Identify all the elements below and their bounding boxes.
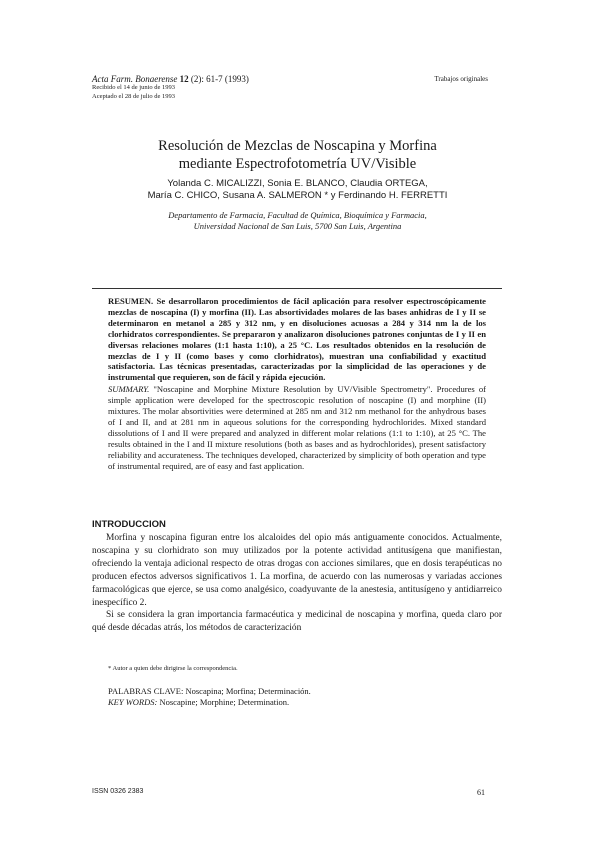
affiliation-line-2: Universidad Nacional de San Luis, 5700 San Luis, Argentina xyxy=(193,221,402,231)
correspondence-footnote: * Autor a quien debe dirigirse la correspondencia. xyxy=(108,665,238,672)
keywords-en xyxy=(108,697,311,708)
keywords-en-text: Noscapine; Morphine; Determination. xyxy=(159,697,290,707)
section-type: Trabajos originales xyxy=(434,75,488,83)
section-divider xyxy=(92,288,502,289)
keywords-es-label: PALABRAS CLAVE: xyxy=(108,686,184,696)
resumen-paragraph xyxy=(108,296,486,383)
abstract-block xyxy=(108,296,486,472)
accepted-date: Aceptado el 28 de julio de 1993 xyxy=(92,92,176,100)
summary-text: "Noscapine and Morphine Mixture Resolution by UV/Visible Spectrometry". Procedures of simple application were developed for the spectroscopic resolution of noscapine (I) and morphine (II) mixtures. The molar absortivities were determined at 285 nm and 312 nm methanol for the anhydrous bases of I and II, and at 281 nm in aqueous solutions for the corresponding hydrochlorides. Mixed standard dissolutions of I and II were prepared and analyzed in different molar relations (1:1 to 1:10), at 25 °C. The results obtained in the I and II mixture resolutions (both as bases and as hydrochlorides), present satisfactory reliability and accurateness. The techniques developed, characterized by simplicity of both operation and type of instrumental required, are of easy and fast application. xyxy=(108,384,486,471)
received-date: Recibido el 14 de junio de 1993 xyxy=(92,84,176,91)
page-number: 61 xyxy=(477,788,485,797)
intro-paragraph-2: Si se considera la gran importancia farmacéutica y medicinal de noscapina y morfina, queda claro por qué desde décadas atrás, los métodos de caracterización xyxy=(92,610,502,634)
authors-line-1: Yolanda C. MICALIZZI, Sonia E. BLANCO, Claudia ORTEGA, xyxy=(167,178,428,189)
issn: ISSN 0326 2383 xyxy=(92,788,144,795)
resumen-label: RESUMEN. xyxy=(108,296,154,306)
keywords-es xyxy=(108,686,311,697)
section-heading: INTRODUCCION xyxy=(92,519,166,530)
article-title xyxy=(0,137,595,173)
journal-volume: 12 xyxy=(179,74,189,84)
resumen-text: Se desarrollaron procedimientos de fácil aplicación para resolver espectroscópicamente mezclas de noscapina (I) y morfina (II). Las absortividades molares de las bases anhidras de I y II se determinaron en metanol a 285 y 312 nm, y en disoluciones acuosas a 284 y 314 nm la de los clorhidratos correspondientes. Se prepararon y analizaron disoluciones patrones conjuntas de I y II en diversas relaciones molares (1:1 hasta 1:10), a 25 °C. Los resultados obtenidos en la resolución de mezclas de I y II (como bases y como clorhidratos), muestran una confiabilidad y exactitud satisfactoria. Las técnicas presentadas, caracterizadas por la simplicidad de las operaciones y de instrumental que requieren, son de fácil y rápida ejecución. xyxy=(108,296,487,383)
article-dates xyxy=(92,84,175,101)
journal-name: Acta Farm. Bonaerense xyxy=(92,74,178,84)
keywords-es-text: Noscapina; Morfina; Determinación. xyxy=(185,686,311,696)
journal-issue-pages: (2): 61-7 (1993) xyxy=(190,74,249,84)
authors-line-2: María C. CHICO, Susana A. SALMERON * y Ferdinando H. FERRETTI xyxy=(147,190,448,201)
title-line-1: Resolución de Mezclas de Noscapina y Morfina xyxy=(158,138,437,154)
keywords-en-label: KEY WORDS: xyxy=(108,697,158,707)
title-line-2: mediante Espectrofotometría UV/Visible xyxy=(178,156,417,172)
author-list xyxy=(0,178,595,202)
summary-label: SUMMARY. xyxy=(108,384,150,395)
affiliation-line-1: Departamento de Farmacia, Facultad de Química, Bioquímica y Farmacia, xyxy=(168,210,427,220)
keywords-block xyxy=(108,686,311,708)
journal-citation xyxy=(92,74,249,84)
intro-paragraph-1: Morfina y noscapina figuran entre los alcaloides del opio más antiguamente conocidos. Actualmente, noscapina y su clorhidrato son muy utilizados por la potente actividad antitusígena que manifiestan, ofreciendo la ventaja adicional respecto de otras drogas con acciones similares, que en dosis terapéuticas no producen efectos adversos significativos 1. La morfina, de acuerdo con las numerosas y variadas acciones farmacológicas que ejerce, se usa como analgésico, coadyuvante de la anestesia, antitusígeno y antidiarreico inespecífico 2. xyxy=(92,533,502,608)
summary-paragraph xyxy=(108,384,486,471)
introduction-body xyxy=(92,532,502,635)
affiliation xyxy=(0,210,595,232)
